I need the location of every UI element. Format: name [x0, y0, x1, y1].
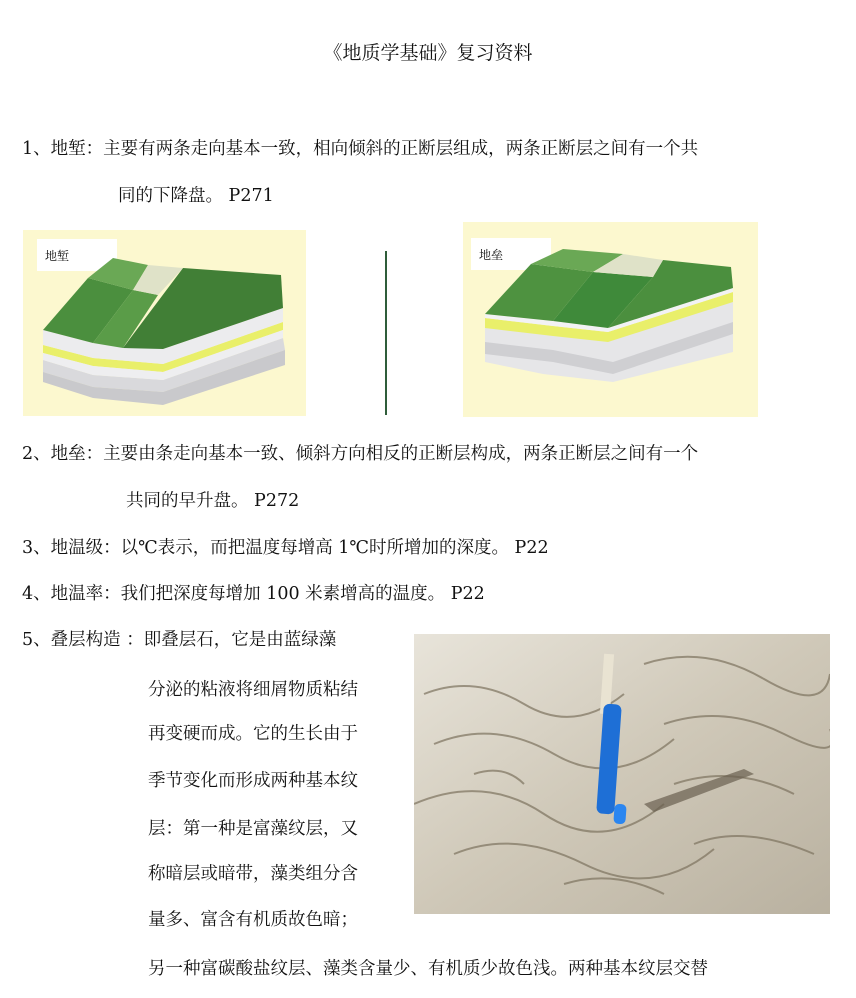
item-1-line-2: 同的下降盘。 P271 — [118, 186, 274, 206]
item-5-line-8: 另一种富碳酸盐纹层、藻类含量少、有机质少故色浅。两种基本纹层交替 — [148, 959, 708, 979]
horst-label: 地垒 — [471, 238, 551, 270]
graben-figure — [23, 230, 306, 416]
item-5-line-6: 称暗层或暗带，藻类组分含 — [148, 864, 358, 884]
item-5-line-2: 分泌的粘液将细屑物质粘结 — [148, 680, 358, 700]
item-2-line-2: 共同的早升盘。 P272 — [126, 491, 300, 511]
item-1-line-1: 1、地堑：主要有两条走向基本一致，相向倾斜的正断层组成，两条正断层之间有一个共 — [22, 139, 699, 159]
item-2-line-1: 2、地垒：主要由条走向基本一致、倾斜方向相反的正断层构成，两条正断层之间有一个 — [22, 444, 699, 464]
stromatolite-photo — [414, 634, 830, 914]
item-5-line-4: 季节变化而形成两种基本纹 — [148, 771, 358, 791]
item-5-line-5: 层：第一种是富藻纹层，又 — [148, 819, 358, 839]
horst-figure — [463, 222, 758, 417]
item-5-line-3: 再变硬而成。它的生长由于 — [148, 724, 358, 744]
graben-block-diagram — [23, 230, 306, 416]
page-title: 《地质学基础》复习资料 — [323, 42, 533, 64]
item-4: 4、地温率：我们把深度每增加 100 米素增高的温度。 P22 — [22, 584, 485, 604]
graben-label: 地堑 — [37, 239, 117, 271]
item-5-line-1: 5、叠层构造 ：即叠层石，它是由蓝绿藻 — [22, 630, 337, 650]
item-5-line-7: 量多、富含有机质故色暗； — [148, 910, 358, 930]
horst-block-diagram — [463, 222, 758, 417]
figure-divider — [385, 251, 387, 415]
item-3: 3、地温级：以℃表示，而把温度每增高 1℃时所增加的深度。 P22 — [22, 538, 549, 558]
